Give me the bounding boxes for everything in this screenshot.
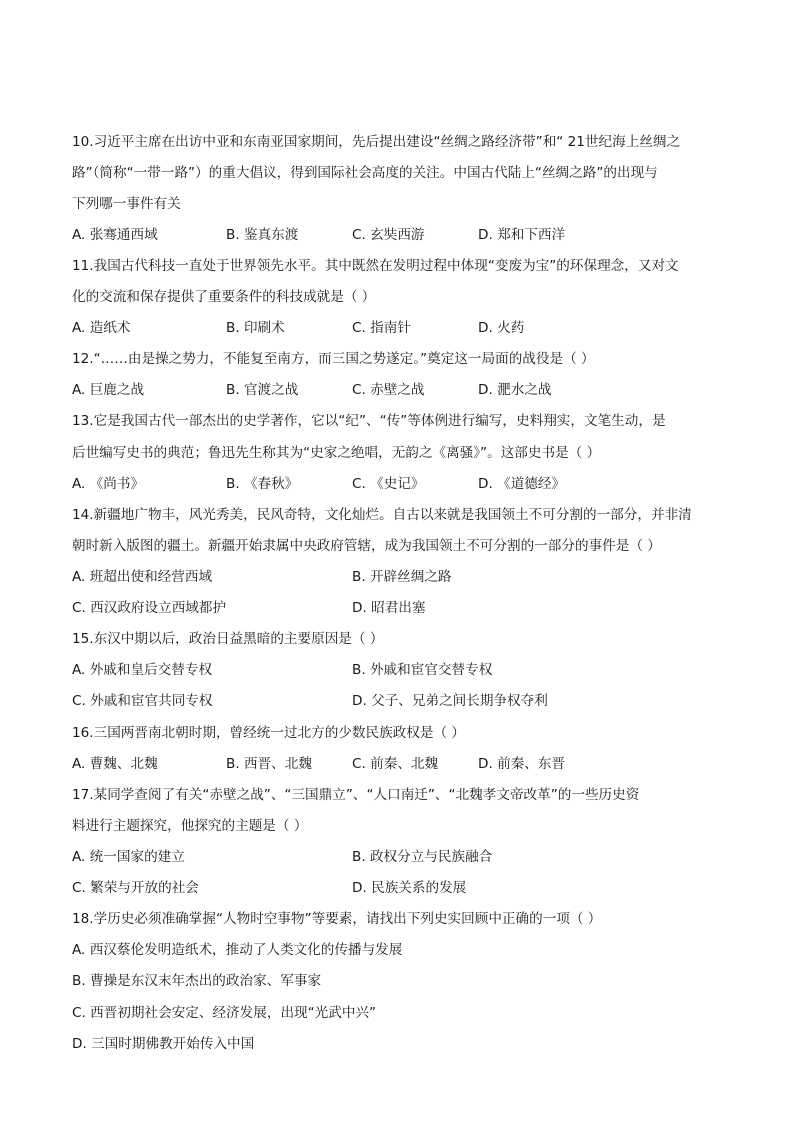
q15-option-b: B. 外戚和宦官交替专权 <box>352 662 493 678</box>
q18-option-b: B. 曹操是东汉末年杰出的政治家、军事家 <box>72 973 322 989</box>
q12-option-c: C. 赤壁之战 <box>352 382 425 398</box>
q10-line-3: 下列哪一事件有关 <box>72 196 181 212</box>
q10-option-c: C. 玄奘西游 <box>352 227 425 243</box>
q14-line-1: 14.新疆地广物丰，风光秀美，民风奇特，文化灿烂。自古以来就是我国领土不可分割的一部分，并非清 <box>72 507 692 523</box>
q17-option-b: B. 政权分立与民族融合 <box>352 849 493 865</box>
q17-option-d: D. 民族关系的发展 <box>352 880 467 896</box>
q11-option-a: A. 造纸术 <box>72 320 131 336</box>
q13-option-b: B. 《春秋》 <box>226 476 299 492</box>
q11-option-b: B. 印刷术 <box>226 320 285 336</box>
q12-option-d: D. 淝水之战 <box>478 382 552 398</box>
q11-line-2: 化的交流和保存提供了重要条件的科技成就是（ ） <box>72 289 376 305</box>
q11-option-d: D. 火药 <box>478 320 525 336</box>
q18-option-a: A. 西汉蔡伦发明造纸术，推动了人类文化的传播与发展 <box>72 942 403 958</box>
q13-line-2: 后世编写史书的典范；鲁迅先生称其为“史家之绝唱，无韵之《离骚》”。这部史书是（ ） <box>72 445 601 461</box>
q10-line-2: 路”（简称“一带一路”）的重大倡议，得到国际社会高度的关注。中国古代陆上“丝绸之路”的出现与 <box>72 165 658 181</box>
q14-line-2: 朝时新入版图的疆土。新疆开始隶属中央政府管辖，成为我国领土不可分割的一部分的事件是（ ） <box>72 538 661 554</box>
q16-line-1: 16.三国两晋南北朝时期，曾经统一过北方的少数民族政权是（ ） <box>72 725 465 741</box>
q16-option-a: A. 曹魏、北魏 <box>72 756 158 772</box>
q11-line-1: 11.我国古代科技一直处于世界领先水平。其中既然在发明过程中体现“变废为宝”的环保理念，又对文 <box>72 258 679 274</box>
q12-option-a: A. 巨鹿之战 <box>72 382 145 398</box>
q12-line-1: 12.“……由是操之势力，不能复至南方，而三国之势遂定。”奠定这一局面的战役是（ ） <box>72 351 595 367</box>
q16-option-d: D. 前秦、东晋 <box>478 756 566 772</box>
q16-option-b: B. 西晋、北魏 <box>226 756 312 772</box>
q12-option-b: B. 官渡之战 <box>226 382 299 398</box>
q15-option-c: C. 外戚和宦官共同专权 <box>72 693 213 709</box>
q14-option-c: C. 西汉政府设立西域都护 <box>72 600 227 616</box>
q17-line-1: 17.某同学查阅了有关“赤壁之战”、“三国鼎立”、“人口南迁”、“北魏孝文帝改革”的一些历史资 <box>72 787 640 803</box>
q14-option-d: D. 昭君出塞 <box>352 600 426 616</box>
q14-option-a: A. 班超出使和经营西域 <box>72 569 213 585</box>
q14-option-b: B. 开辟丝绸之路 <box>352 569 452 585</box>
q13-line-1: 13.它是我国古代一部杰出的史学著作，它以“纪”、“传”等体例进行编写，史料翔实，文笔生动，是 <box>72 413 666 429</box>
q10-option-d: D. 郑和下西洋 <box>478 227 566 243</box>
q13-option-a: A. 《尚书》 <box>72 476 145 492</box>
q10-option-a: A. 张骞通西域 <box>72 227 158 243</box>
q11-option-c: C. 指南针 <box>352 320 411 336</box>
q17-line-2: 料进行主题探究，他探究的主题是（ ） <box>72 818 308 834</box>
q15-option-d: D. 父子、兄弟之间长期争权夺利 <box>352 693 548 709</box>
q15-line-1: 15.东汉中期以后，政治日益黑暗的主要原因是（ ） <box>72 631 384 647</box>
q18-option-d: D. 三国时期佛教开始传入中国 <box>72 1036 255 1052</box>
q18-line-1: 18.学历史必须准确掌握“人物时空事物”等要素，请找出下列史实回顾中正确的一项（ ） <box>72 911 602 927</box>
q18-option-c: C. 西晋初期社会安定、经济发展，出现“光武中兴” <box>72 1005 377 1021</box>
q15-option-a: A. 外戚和皇后交替专权 <box>72 662 213 678</box>
q13-option-c: C. 《史记》 <box>352 476 425 492</box>
q17-option-a: A. 统一国家的建立 <box>72 849 185 865</box>
q10-option-b: B. 鉴真东渡 <box>226 227 299 243</box>
q10-line-1: 10.习近平主席在出访中亚和东南亚国家期间，先后提出建设“丝绸之路经济带”和“ 21世纪海上丝绸之 <box>72 134 681 150</box>
q13-option-d: D. 《道德经》 <box>478 476 566 492</box>
q16-option-c: C. 前秦、北魏 <box>352 756 439 772</box>
q17-option-c: C. 繁荣与开放的社会 <box>72 880 199 896</box>
